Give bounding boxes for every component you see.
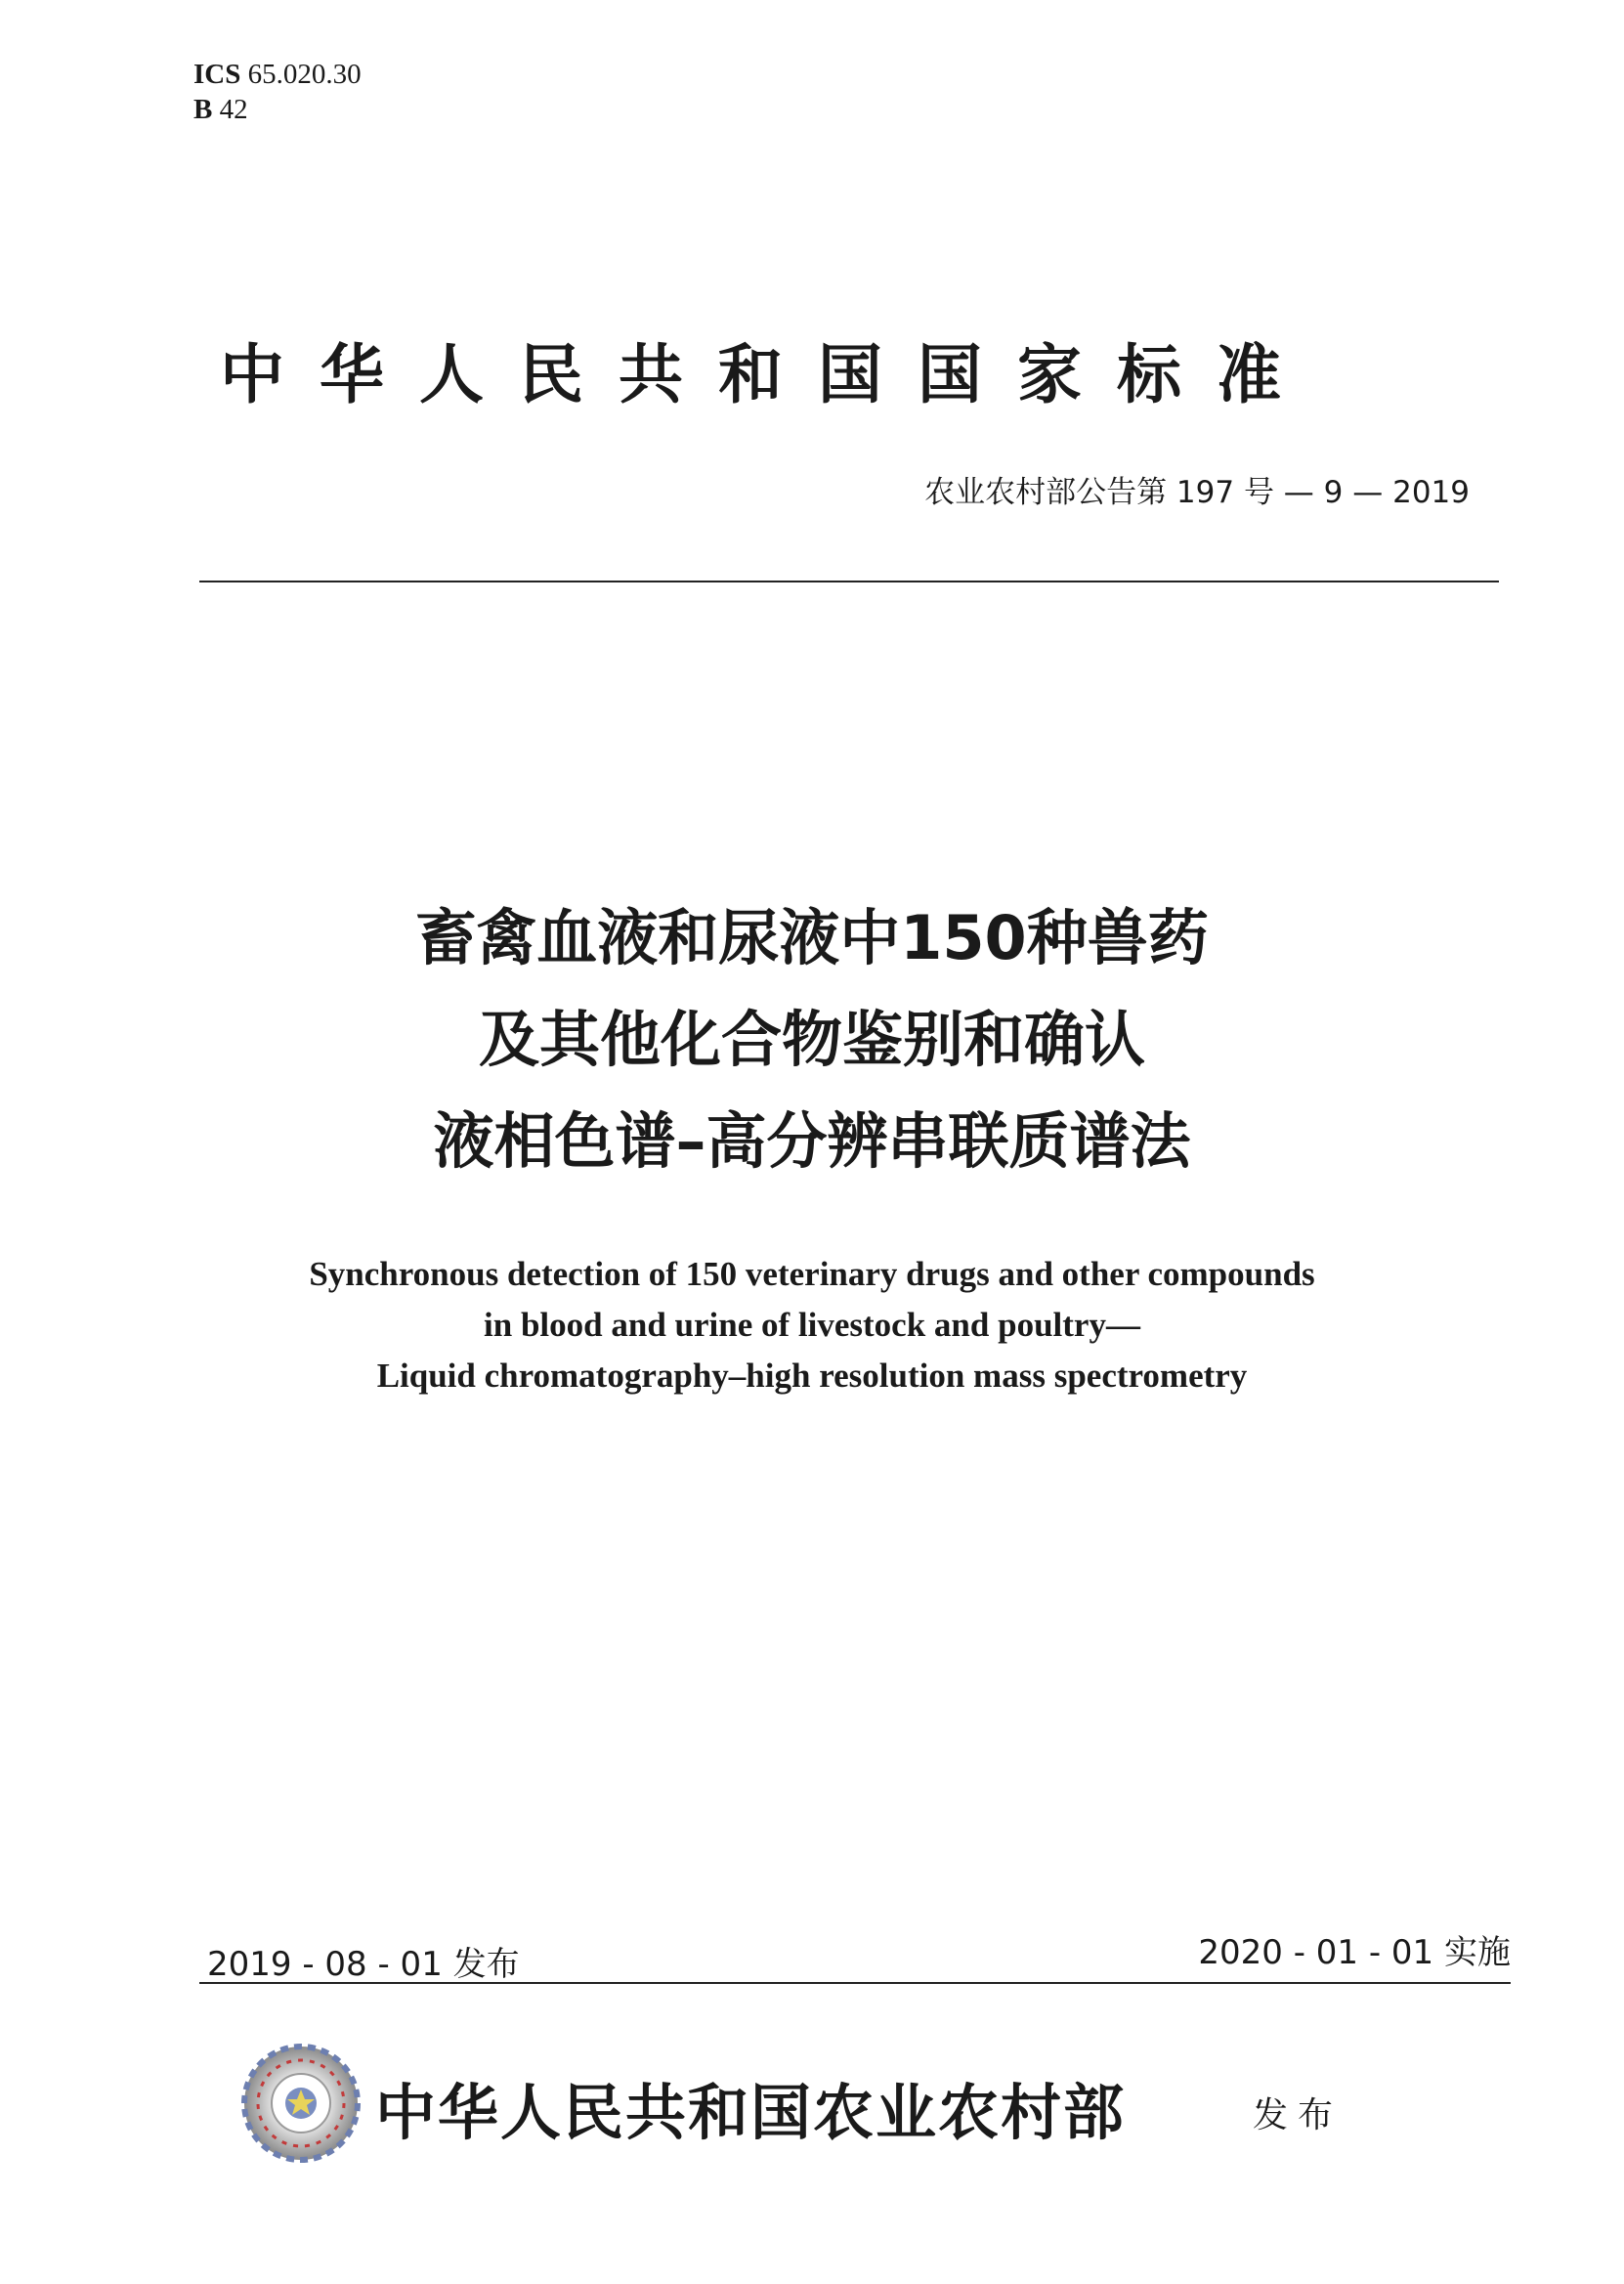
- top-divider: [199, 581, 1499, 582]
- bottom-divider: [199, 1982, 1511, 1984]
- publisher-action: 发布: [1253, 2095, 1344, 2135]
- issue-date: 2019 - 08 - 01 发布: [207, 1945, 520, 1984]
- ics-line: [193, 57, 362, 92]
- english-title-line-3: Liquid chromatography–high resolution mass spectrometry: [376, 1357, 1248, 1395]
- class-code: 42: [219, 94, 248, 125]
- class-line: [193, 92, 362, 127]
- ministry-emblem-icon: [240, 2043, 362, 2164]
- publisher-name: 中华人民共和国农业农村部: [375, 2077, 1127, 2148]
- chinese-title-line-3: 液相色谱–高分辨串联质谱法: [433, 1105, 1191, 1177]
- standard-number: 农业农村部公告第 197 号 — 9 — 2019: [924, 475, 1470, 510]
- ics-block: [193, 57, 362, 127]
- class-label: B: [193, 94, 213, 125]
- english-title-line-1: Synchronous detection of 150 veterinary drugs and other compounds: [309, 1255, 1315, 1293]
- ics-code: 65.020.30: [247, 59, 362, 90]
- chinese-title: [0, 887, 1624, 1192]
- ics-label: ICS: [193, 59, 241, 90]
- implementation-date: 2020 - 01 - 01 实施: [1198, 1933, 1511, 1972]
- chinese-title-line-1: 畜禽血液和尿液中150种兽药: [415, 902, 1209, 973]
- standard-type-heading: 中华人民共和国国家标准: [220, 336, 1316, 412]
- chinese-title-line-2: 及其他化合物鉴别和确认: [478, 1004, 1145, 1075]
- english-title-line-2: in blood and urine of livestock and poultry—: [484, 1306, 1140, 1344]
- english-title: [0, 1249, 1624, 1401]
